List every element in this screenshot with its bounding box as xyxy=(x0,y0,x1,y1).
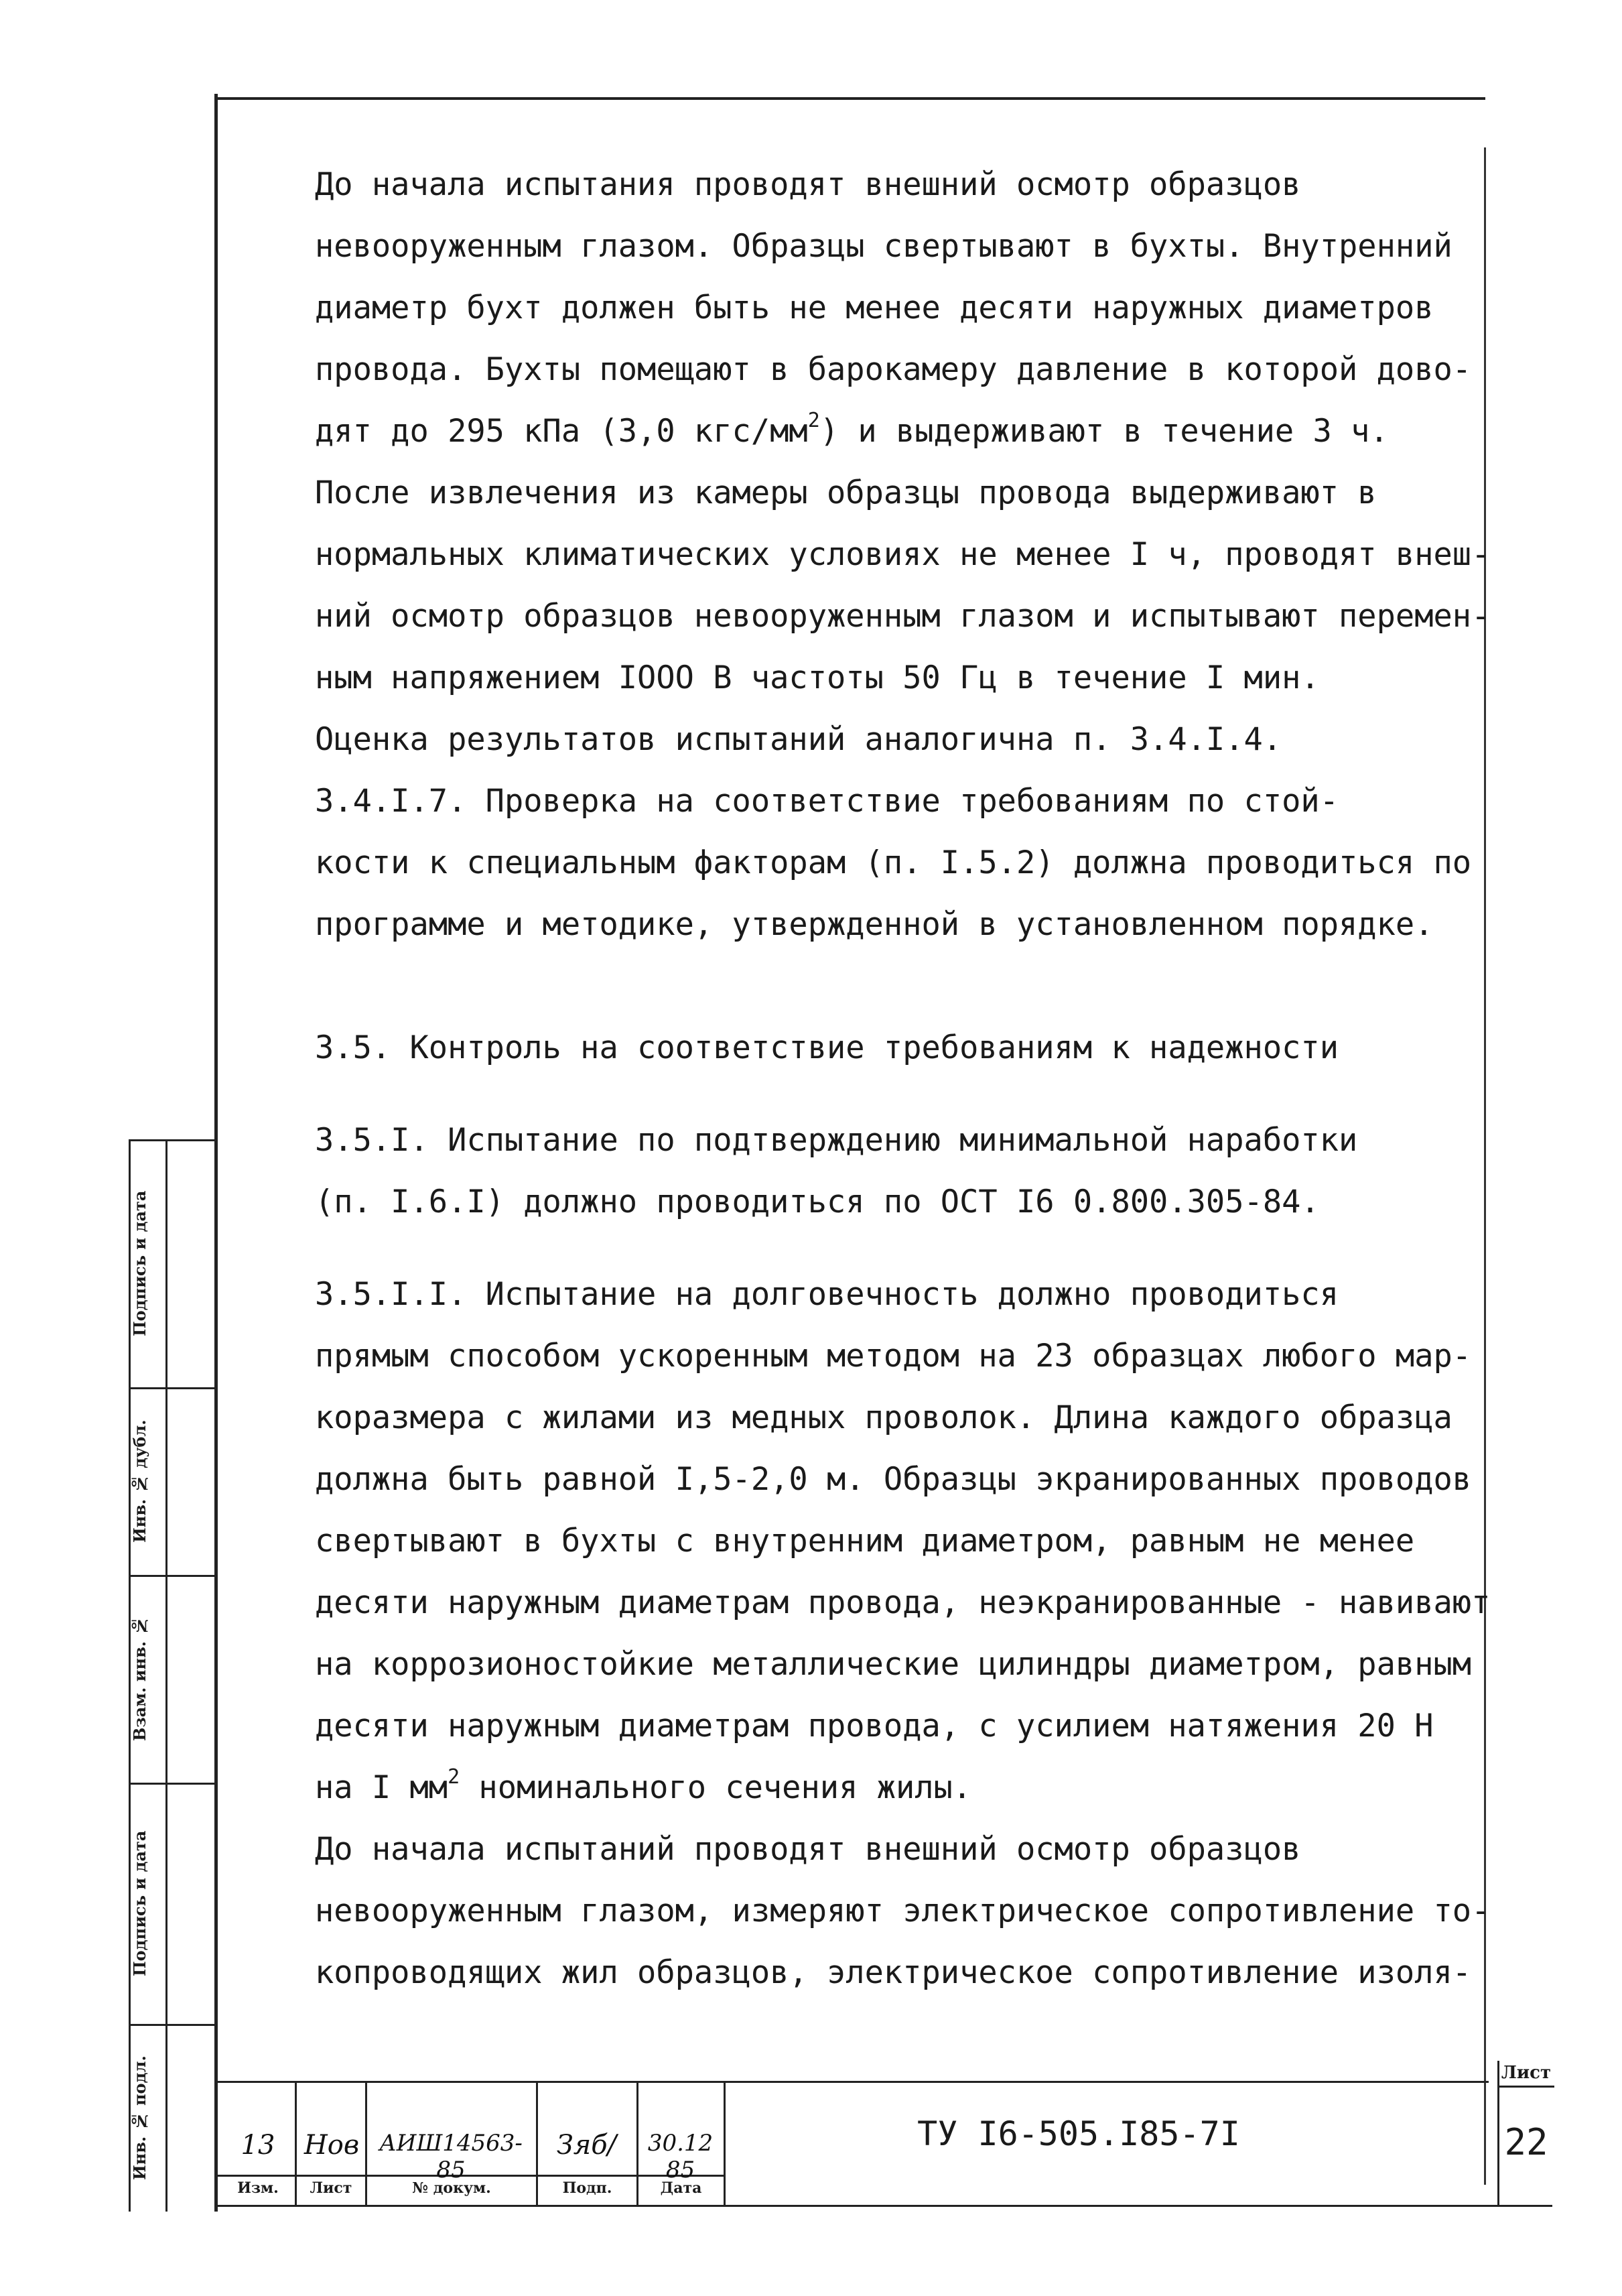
side-cell-signature-date xyxy=(129,1139,167,1387)
superscript: 2 xyxy=(448,1765,460,1789)
sheet-number: 22 xyxy=(1504,2121,1548,2163)
text-fragment: на I мм xyxy=(315,1769,448,1806)
text-line: ний осмотр образцов невооруженным глазом и испытывают перемен- xyxy=(315,598,1491,635)
text-line: должна быть равной I,5-2,0 м. Образцы экранированных проводов xyxy=(315,1461,1472,1498)
side-label: Инв. № дубл. xyxy=(130,1419,149,1543)
side-stamp-column xyxy=(129,1139,167,2212)
page-frame-top xyxy=(216,97,1485,100)
text-fragment: дят до 295 кПа (3,0 кгс/мм xyxy=(315,413,808,450)
section-heading: 3.5. Контроль на соответствие требованиям к надежности xyxy=(315,1029,1339,1066)
handwritten-date: 30.12 85 xyxy=(647,2130,714,2183)
text-line: программе и методике, утвержденной в установленном порядке. xyxy=(315,906,1434,943)
text-line: провода. Бухты помещают в барокамеру давление в которой дово- xyxy=(315,351,1472,388)
paragraph-gap xyxy=(315,1233,1494,1264)
text-line: кости к специальным факторам (п. I.5.2) должна проводиться по xyxy=(315,844,1472,881)
title-block-divider xyxy=(724,2081,726,2205)
header-signature: Подп. xyxy=(562,2179,612,2197)
handwritten-sheet: Нов xyxy=(303,2130,360,2161)
page-frame-left xyxy=(214,94,218,2212)
text-fragment: номинального сечения жилы. xyxy=(460,1769,972,1806)
side-cell-replaced-inv xyxy=(129,1575,167,1783)
side-cell-orig-inv xyxy=(129,2024,167,2212)
text-line: После извлечения из камеры образцы провода выдерживают в xyxy=(315,474,1377,511)
text-line: на коррозионостойкие металлические цилиндры диаметром, равным xyxy=(315,1646,1472,1683)
side-label: Подпись и дата xyxy=(130,1830,149,1976)
document-code: ТУ I6-505.I85-7I xyxy=(917,2114,1240,2153)
text-line: 3.5.I. Испытание по подтверждению минимальной наработки xyxy=(315,1122,1358,1159)
text-line: До начала испытаний проводят внешний осмотр образцов xyxy=(315,1831,1301,1868)
text-fragment: ) и выдерживают в течение 3 ч. xyxy=(819,413,1389,450)
paragraph-gap xyxy=(315,1079,1494,1110)
handwritten-change-no: 13 xyxy=(241,2130,275,2161)
text-line: ным напряжением IOOO В частоты 50 Гц в течение I мин. xyxy=(315,659,1320,696)
paragraph-gap xyxy=(315,956,1494,1017)
text-line: десяти наружным диаметрам провода, с усилием натяжения 20 Н xyxy=(315,1708,1434,1744)
text-line: невооруженным глазом. Образцы свертывают в бухты. Внутренний xyxy=(315,228,1452,265)
sheet-label: Лист xyxy=(1501,2063,1552,2083)
handwritten-signature: Зяб/ xyxy=(556,2130,617,2161)
title-block-rule xyxy=(216,2081,1489,2083)
handwritten-doc-number: АИШ14563-85 xyxy=(379,2130,523,2183)
header-sheet: Лист xyxy=(310,2179,352,2197)
text-line: диаметр бухт должен быть не менее десяти наружных диаметров xyxy=(315,290,1434,326)
text-line: Оценка результатов испытаний аналогична п. 3.4.I.4. xyxy=(315,721,1282,758)
text-line: 3.5.I.I. Испытание на долговечность должно проводиться xyxy=(315,1276,1339,1313)
header-date: Дата xyxy=(660,2179,702,2197)
side-cell-dup-inv xyxy=(129,1387,167,1575)
text-line: десяти наружным диаметрам провода, неэкранированные - навивают xyxy=(315,1584,1491,1621)
text-line: прямым способом ускоренным методом на 23 образцах любого мар- xyxy=(315,1338,1472,1375)
side-label: Инв. № подл. xyxy=(130,2055,149,2180)
header-doc-number: № докум. xyxy=(412,2179,491,2197)
document-body xyxy=(315,154,1494,2004)
text-line: коразмера с жилами из медных проволок. Длина каждого образца xyxy=(315,1399,1452,1436)
text-line: нормальных климатических условиях не менее I ч, проводят внеш- xyxy=(315,536,1491,573)
text-line-with-superscript xyxy=(315,1757,1494,1819)
side-label: Подпись и дата xyxy=(130,1190,149,1336)
title-block-rule xyxy=(216,2175,725,2177)
text-line: (п. I.6.I) должно проводиться по ОСТ I6 0.800.305-84. xyxy=(315,1184,1320,1220)
text-line: До начала испытания проводят внешний осмотр образцов xyxy=(315,166,1301,203)
side-cell-signature-date-2 xyxy=(129,1783,167,2024)
text-line: свертывают в бухты с внутренним диаметром, равным не менее xyxy=(315,1523,1415,1559)
header-change: Изм. xyxy=(237,2179,279,2197)
text-line: копроводящих жил образцов, электрическое сопротивление изоля- xyxy=(315,1954,1472,1991)
title-block-rule xyxy=(216,2205,1552,2207)
side-label: Взам. инв. № xyxy=(130,1616,149,1742)
text-line-with-superscript xyxy=(315,401,1494,462)
title-block-rule xyxy=(1497,2086,1554,2088)
text-line: невооруженным глазом, измеряют электрическое сопротивление то- xyxy=(315,1893,1491,1929)
superscript: 2 xyxy=(807,409,820,432)
text-line: 3.4.I.7. Проверка на соответствие требованиям по стой- xyxy=(315,783,1339,820)
